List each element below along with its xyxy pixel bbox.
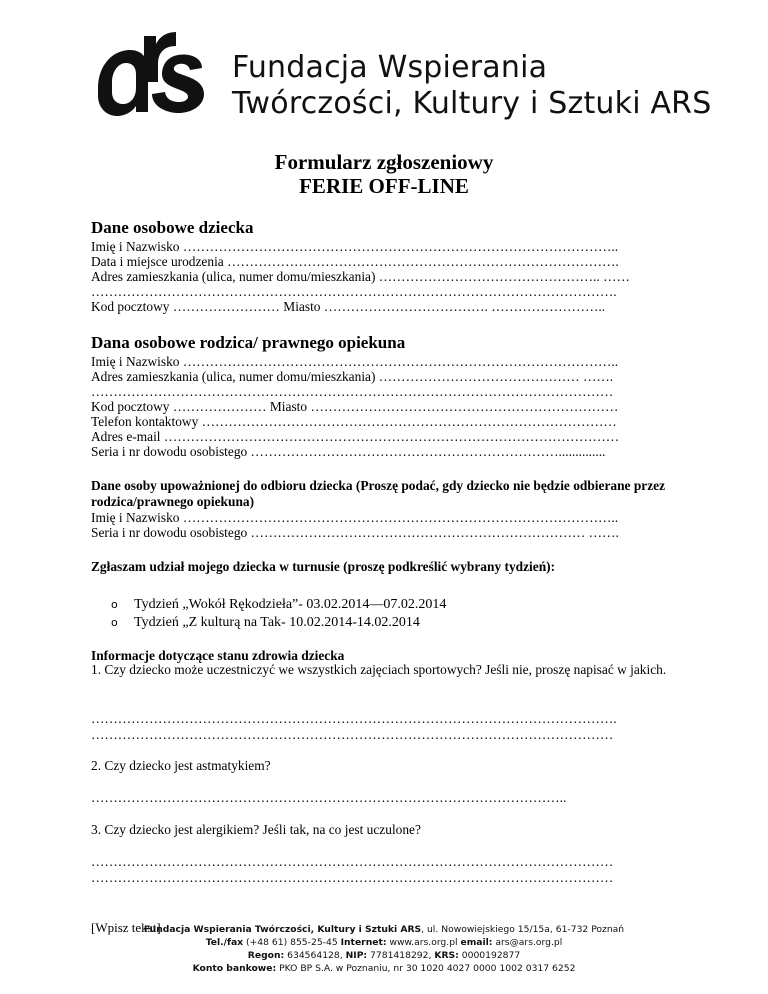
child-address-field[interactable]: Adres zamieszkania (ulica, numer domu/mieszkania) ………………………………………….. ……: [91, 269, 630, 284]
header-placeholder-text: [Wpisz tekst]: [91, 920, 161, 935]
footer-bank-label: Konto bankowe:: [192, 963, 277, 974]
parent-phone-field[interactable]: Telefon kontaktowy …………………………………………………………………………………: [91, 414, 617, 429]
health-question-2: 2. Czy dziecko jest astmatykiem?: [91, 758, 271, 773]
footer-address: [0, 924, 768, 937]
week-option-1[interactable]: [111, 596, 446, 613]
org-name-line2: Twórczości, Kultury i Sztuki ARS: [232, 86, 712, 121]
child-birth-field[interactable]: Data i miejsce urodzenia …………………………………………………………………………….: [91, 254, 619, 269]
footer-krs-label: KRS:: [434, 950, 459, 961]
footer-bank-account: PKO BP S.A. w Poznaniu, nr 30 1020 4027 0000 1002 0317 6252: [276, 963, 576, 974]
health-answer-3-line2[interactable]: ………………………………………………………………………………………………………: [91, 870, 614, 885]
child-name-field[interactable]: Imię i Nazwisko ……………………………………………………………………………………..: [91, 239, 619, 254]
authorized-id-field[interactable]: Seria i nr dowodu osobistego ………………………………………………………………… …….: [91, 525, 619, 540]
footer-regon: 634564128,: [284, 950, 346, 961]
footer-nip: 7781418292,: [367, 950, 435, 961]
footer-email[interactable]: ars@ars.org.pl: [492, 937, 563, 948]
parent-name-field[interactable]: Imię i Nazwisko ……………………………………………………………………………………..: [91, 354, 619, 369]
organization-name: [232, 50, 711, 122]
health-answer-2[interactable]: ……………………………………………………………………………………………..: [91, 790, 567, 805]
week-option-1-label: Tydzień „Wokół Rękodzieła”- 03.02.2014—07.02.2014: [134, 597, 447, 612]
child-postal-city-field[interactable]: Kod pocztowy …………………… Miasto ………………………………. ……………………..: [91, 299, 606, 314]
week-option-2[interactable]: [111, 614, 420, 631]
bullet-icon: o: [111, 616, 118, 629]
health-heading: Informacje dotyczące stanu zdrowia dziecka: [91, 648, 345, 663]
footer-email-label: email:: [460, 937, 493, 948]
form-subtitle: FERIE OFF-LINE: [299, 174, 469, 198]
footer-web-label: Internet:: [340, 937, 387, 948]
parent-section-heading: Dana osobowe rodzica/ prawnego opiekuna: [91, 333, 406, 352]
child-address-continuation[interactable]: ……………………………………………………………………………………………………….: [91, 284, 617, 299]
child-section-heading: Dane osobowe dziecka: [91, 218, 254, 237]
footer-krs: 0000192877: [458, 950, 521, 961]
footer-tel-label: Tel./fax: [205, 937, 244, 948]
bullet-icon: o: [111, 598, 118, 611]
footer-web[interactable]: www.ars.org.pl: [386, 937, 461, 948]
org-name-line1: Fundacja Wspierania: [232, 50, 548, 85]
footer-regon-label: Regon:: [247, 950, 285, 961]
authorized-section-heading: Dane osoby upoważnionej do odbioru dziecka (Proszę podać, gdy dziecko nie będzie odbierane przez rodzica/prawnego opiekuna): [91, 478, 666, 509]
footer-tel: (+48 61) 855-25-45: [243, 937, 341, 948]
parent-address-field[interactable]: Adres zamieszkania (ulica, numer domu/mieszkania) ……………………………………… …….: [91, 369, 614, 384]
ars-logo: [90, 26, 210, 120]
footer-bank: [0, 963, 768, 976]
footer-registry: [0, 950, 768, 963]
turnus-statement: Zgłaszam udział mojego dziecka w turnusie (proszę podkreślić wybrany tydzień):: [91, 559, 556, 574]
footer-nip-label: NIP:: [345, 950, 368, 961]
health-question-1: 1. Czy dziecko może uczestniczyć we wszystkich zajęciach sportowych? Jeśli nie, proszę napisać w jakich.: [91, 662, 667, 677]
authorized-name-field[interactable]: Imię i Nazwisko ……………………………………………………………………………………..: [91, 510, 619, 525]
health-answer-3-line1[interactable]: ………………………………………………………………………………………………………: [91, 854, 614, 869]
parent-postal-city-field[interactable]: Kod pocztowy ………………… Miasto ……………………………………………………………: [91, 399, 619, 414]
parent-address-continuation[interactable]: ………………………………………………………………………………………………………: [91, 384, 614, 399]
form-title: Formularz zgłoszeniowy: [274, 150, 494, 174]
footer-contact: [0, 937, 768, 950]
health-answer-1-line1[interactable]: ……………………………………………………………………………………………………….: [91, 711, 617, 726]
health-question-3: 3. Czy dziecko jest alergikiem? Jeśli tak, na co jest uczulone?: [91, 822, 421, 837]
parent-email-field[interactable]: Adres e-mail …………………………………………………………………………………………: [91, 429, 620, 444]
health-answer-1-line2[interactable]: ………………………………………………………………………………………………………: [91, 727, 614, 742]
week-option-2-label: Tydzień „Z kulturą na Tak- 10.02.2014-14.02.2014: [134, 615, 420, 630]
footer-org-name: Fundacja Wspierania Twórczości, Kultury i Sztuki ARS: [143, 924, 422, 935]
footer-street: , ul. Nowowiejskiego 15/15a, 61-732 Poznań: [421, 924, 625, 935]
parent-id-field[interactable]: Seria i nr dowodu osobistego ……………………………………………………………..............: [91, 444, 606, 459]
